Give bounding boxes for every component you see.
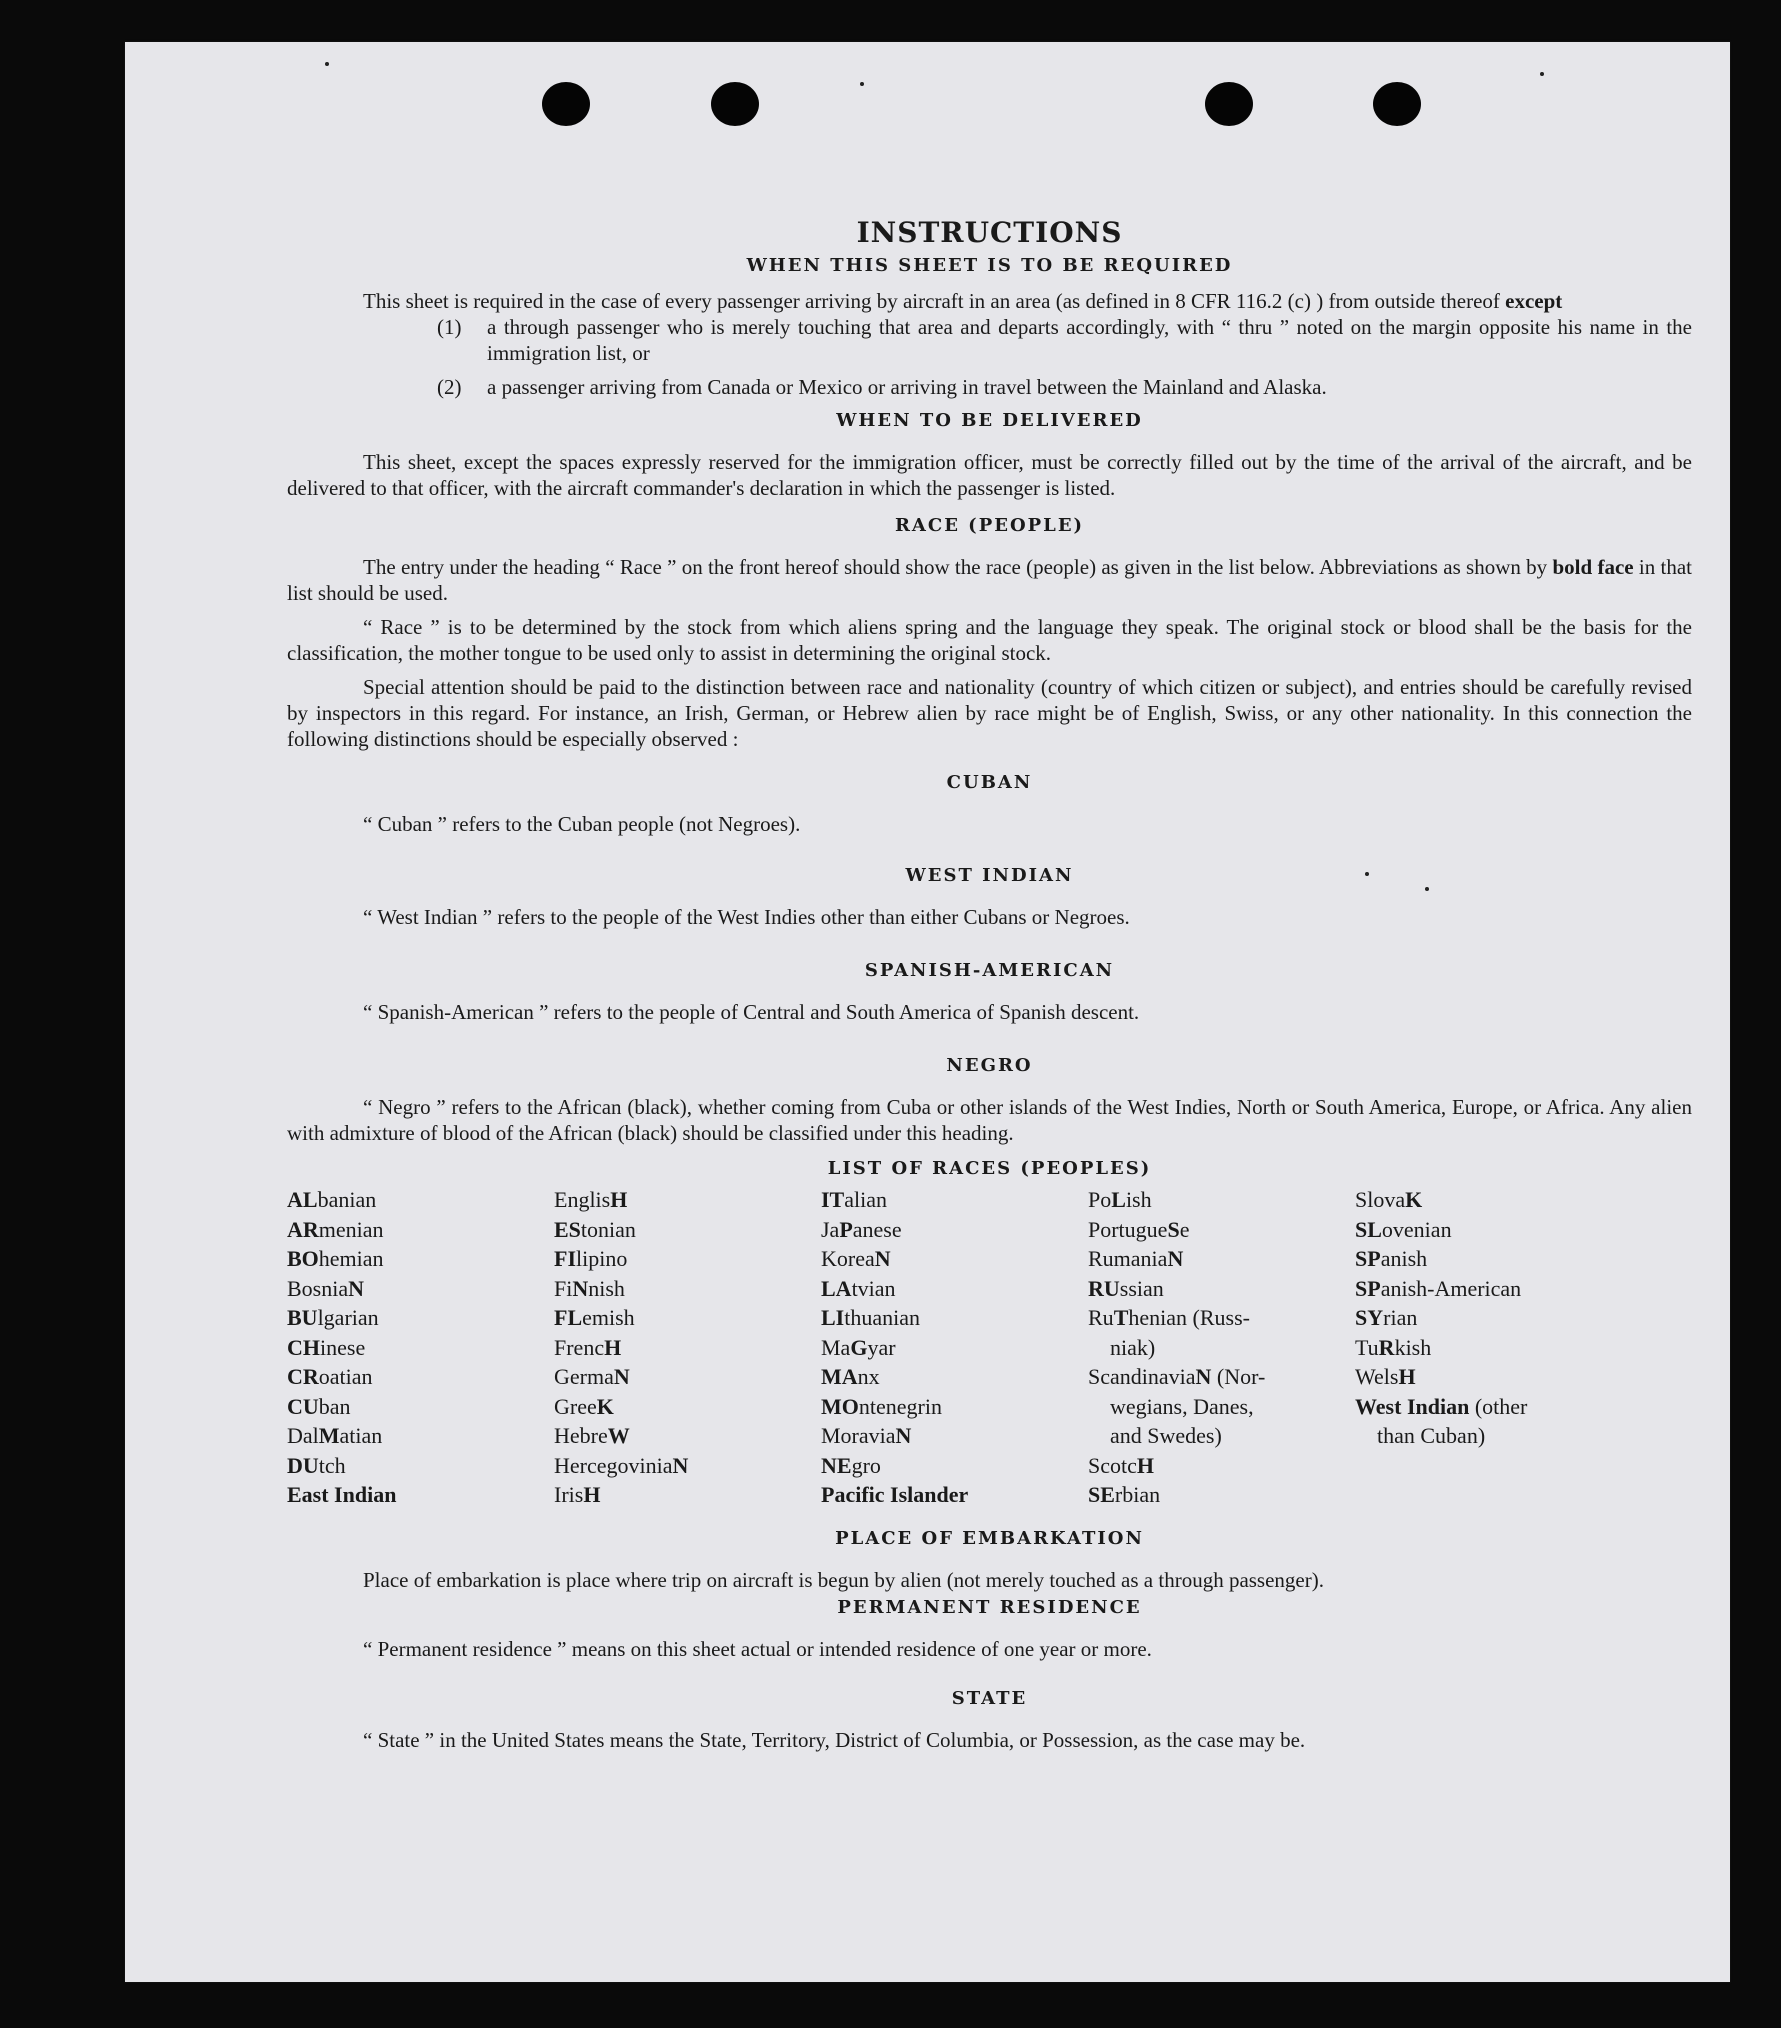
race-text: Gree (554, 1393, 597, 1419)
race-text: Scotc (1088, 1452, 1137, 1478)
race-entry (1355, 1185, 1622, 1215)
race-text: Ma (821, 1334, 851, 1360)
race-abbrev: N (672, 1452, 689, 1478)
paragraph: “ Spanish-American ” refers to the people of Central and South America of Spanish descent. (363, 1000, 1140, 1024)
race-entry-continued: wegians, Danes, (1110, 1393, 1254, 1419)
bold-text: except (1505, 289, 1563, 313)
race-abbrev: NE (821, 1452, 852, 1478)
race-text: Englis (554, 1187, 611, 1212)
race-text: e (1179, 1216, 1190, 1242)
race-entry (821, 1451, 1088, 1481)
section-heading: PLACE OF EMBARKATION (835, 1527, 1144, 1549)
section-heading: WEST INDIAN (905, 865, 1074, 886)
race-abbrev: P (839, 1216, 853, 1242)
race-abbrev: MA (821, 1364, 858, 1389)
race-text: atian (339, 1423, 383, 1448)
race-entry (1355, 1303, 1622, 1333)
race-abbrev: BO (287, 1246, 319, 1271)
race-entry (1088, 1480, 1355, 1510)
paragraph (287, 288, 1692, 314)
race-abbrev: G (850, 1334, 868, 1360)
race-entry (1355, 1333, 1622, 1363)
race-text: banian (317, 1187, 377, 1212)
race-entry (821, 1333, 1088, 1363)
race-abbrev: IT (821, 1187, 845, 1212)
punch-hole (1373, 82, 1421, 126)
race-abbrev: West Indian (1355, 1393, 1470, 1419)
race-text: Germa (554, 1364, 614, 1389)
race-text: thuanian (844, 1305, 921, 1330)
race-text: tonian (580, 1216, 636, 1242)
speck (1540, 72, 1544, 76)
list-item (437, 374, 1692, 400)
race-text: anish-American (1380, 1275, 1522, 1301)
item-text: a through passenger who is merely touching that area and departs accordingly, with “ thru ” noted on the margin opposite his name in the immigration list, or (487, 315, 1692, 365)
race-abbrev: East Indian (287, 1482, 397, 1507)
race-text: kish (1394, 1334, 1432, 1360)
race-entry (1355, 1392, 1622, 1422)
race-abbrev: MO (821, 1393, 859, 1419)
race-entry (287, 1215, 554, 1245)
race-abbrev: K (596, 1393, 614, 1419)
race-text: rbian (1114, 1482, 1161, 1507)
race-abbrev: AR (287, 1216, 319, 1242)
race-abbrev: M (318, 1423, 340, 1448)
race-text: Ru (1088, 1305, 1114, 1330)
race-entry (287, 1480, 554, 1510)
section-heading: STATE (951, 1687, 1028, 1709)
race-abbrev: LA (821, 1275, 852, 1301)
race-abbrev: N (1167, 1246, 1184, 1271)
race-text: Dal (287, 1423, 319, 1448)
race-entry (554, 1392, 821, 1422)
race-text: anese (852, 1216, 902, 1242)
race-column (821, 1185, 1088, 1510)
list-item (437, 314, 1692, 366)
race-entry (1088, 1215, 1355, 1245)
paragraph: “ Permanent residence ” means on this sheet actual or intended residence of one year or more. (363, 1636, 1152, 1661)
race-abbrev: K (1405, 1187, 1423, 1212)
item-number: (2) (437, 375, 462, 399)
race-abbrev: LI (821, 1305, 845, 1330)
race-column (1088, 1185, 1355, 1510)
race-abbrev: H (610, 1187, 628, 1212)
race-abbrev: R (1378, 1334, 1395, 1360)
race-entry-continued: and Swedes) (1110, 1423, 1222, 1448)
section-heading: WHEN THIS SHEET IS TO BE REQUIRED (746, 255, 1233, 276)
race-entry-continued: than Cuban) (1377, 1423, 1486, 1448)
instructions-content (287, 172, 1692, 1753)
race-abbrev: CR (287, 1364, 319, 1389)
speck (860, 82, 864, 86)
race-list (287, 1185, 1692, 1510)
race-entry (1088, 1274, 1355, 1304)
section-heading: SPANISH-AMERICAN (864, 960, 1115, 981)
race-entry (287, 1274, 554, 1304)
race-text: Bosnia (287, 1275, 349, 1301)
race-abbrev: L (1111, 1187, 1126, 1212)
race-text: Wels (1355, 1364, 1399, 1389)
race-entry (821, 1274, 1088, 1304)
race-text: ban (318, 1393, 351, 1419)
item-number: (1) (437, 315, 462, 339)
race-text: tvian (851, 1275, 896, 1301)
race-abbrev: AL (287, 1187, 318, 1212)
race-text: Tu (1355, 1334, 1379, 1360)
race-entry (554, 1185, 821, 1215)
race-text: Slova (1355, 1187, 1406, 1212)
race-text: ovenian (1381, 1216, 1452, 1242)
race-text: Frenc (554, 1334, 605, 1360)
race-entry (1355, 1274, 1622, 1304)
race-text: Hebre (554, 1423, 608, 1448)
race-abbrev: RU (1088, 1275, 1120, 1301)
race-abbrev: T (1113, 1305, 1129, 1330)
race-abbrev: N (895, 1423, 912, 1448)
race-entry (287, 1303, 554, 1333)
section-heading: WHEN TO BE DELIVERED (836, 410, 1143, 431)
race-text: lgarian (317, 1305, 379, 1330)
race-entry (554, 1215, 821, 1245)
race-text: hemian (318, 1246, 384, 1271)
bold-text: bold face (1552, 555, 1634, 579)
section-heading: LIST OF RACES (PEOPLES) (827, 1158, 1152, 1179)
race-abbrev: FL (554, 1305, 583, 1330)
race-entry (1088, 1185, 1355, 1215)
paragraph-text: The entry under the heading “ Race ” on the front hereof should show the race (people) as given in the list below. Abbreviations as shown by (363, 555, 1548, 579)
race-column (1355, 1185, 1622, 1510)
paragraph-text: This sheet is required in the case of every passenger arriving by aircraft in an area (as defined in 8 CFR 116.2 (c) ) from outside thereof (363, 289, 1500, 313)
race-text: (Nor- (1211, 1364, 1266, 1389)
race-abbrev: CH (287, 1334, 320, 1360)
paragraph: Special attention should be paid to the distinction between race and nationality (country of which citizen or subject), and entries should be carefully revised by inspectors in this regard. For instance, an Irish, German, or Hebrew alien by race might be of English, Swiss, or any other nationality. In this connection the following distinctions should be especially observed : (287, 675, 1692, 751)
race-text: ntenegrin (858, 1393, 942, 1419)
race-abbrev: ES (554, 1216, 581, 1242)
paragraph: “ State ” in the United States means the State, Territory, District of Columbia, or Possession, as the case may be. (363, 1727, 1306, 1752)
race-text: lipino (576, 1246, 628, 1271)
race-text: emish (582, 1305, 635, 1330)
speck (325, 62, 329, 66)
paragraph: “ Negro ” refers to the African (black), whether coming from Cuba or other islands of the West Indies, North or South America, Europe, or Africa. Any alien with admixture of blood of the African (black) should be classified under this heading. (287, 1095, 1692, 1145)
paragraph: “ Cuban ” refers to the Cuban people (not Negroes). (363, 812, 801, 836)
race-entry (287, 1451, 554, 1481)
race-abbrev: FI (554, 1246, 576, 1271)
race-entry-continued: niak) (1110, 1334, 1156, 1360)
paragraph-text: in that list should be used. (287, 555, 1693, 605)
section-heading: RACE (PEOPLE) (894, 515, 1085, 536)
race-text: henian (Russ- (1128, 1305, 1250, 1330)
race-text: Moravia (821, 1423, 896, 1448)
race-entry (287, 1244, 554, 1274)
race-abbrev: DU (287, 1452, 319, 1478)
race-abbrev: BU (287, 1305, 318, 1330)
race-entry (554, 1303, 821, 1333)
paragraph: This sheet, except the spaces expressly reserved for the immigration officer, must be correctly filled out by the time of the arrival of the aircraft, and be delivered to that officer, with the aircraft commander's declaration in which the passenger is listed. (287, 450, 1692, 500)
race-entry (821, 1303, 1088, 1333)
punch-hole (1205, 82, 1253, 126)
section-heading: NEGRO (946, 1055, 1033, 1076)
race-entry (1088, 1362, 1355, 1392)
race-text: Korea (821, 1246, 875, 1271)
race-text: menian (318, 1216, 384, 1242)
paragraph (287, 554, 1692, 606)
race-text: ish (1125, 1187, 1152, 1212)
race-abbrev: N (613, 1364, 630, 1389)
paragraph: “ Race ” is to be determined by the stock from which aliens spring and the language they speak. The original stock or blood shall be the basis for the classification, the mother tongue to be used only to assist in determining the original stock. (287, 615, 1692, 665)
race-text: yar (867, 1334, 896, 1360)
race-entry (821, 1480, 1088, 1510)
race-abbrev: N (348, 1275, 365, 1301)
race-entry (1088, 1451, 1355, 1481)
race-entry (554, 1362, 821, 1392)
race-text: Ja (821, 1216, 840, 1242)
race-abbrev: H (1398, 1364, 1416, 1389)
race-abbrev: H (583, 1482, 601, 1507)
race-text: Fi (554, 1275, 573, 1301)
race-abbrev: H (604, 1334, 622, 1360)
race-entry (554, 1244, 821, 1274)
race-entry (1355, 1215, 1622, 1245)
race-text: ssian (1119, 1275, 1164, 1301)
race-text: Po (1088, 1187, 1112, 1212)
race-entry (1088, 1303, 1355, 1333)
race-abbrev: CU (287, 1393, 319, 1419)
race-entry (554, 1451, 821, 1481)
race-abbrev: SL (1355, 1216, 1382, 1242)
race-abbrev: N (572, 1275, 589, 1301)
race-entry (554, 1480, 821, 1510)
race-entry (821, 1362, 1088, 1392)
race-abbrev: SP (1355, 1275, 1381, 1301)
race-entry (821, 1215, 1088, 1245)
race-text: alian (844, 1187, 888, 1212)
race-abbrev: N (874, 1246, 891, 1271)
race-text: Iris (554, 1482, 584, 1507)
race-text: oatian (318, 1364, 373, 1389)
race-text: Scandinavia (1088, 1364, 1196, 1389)
race-text: Rumania (1088, 1246, 1168, 1271)
race-entry (287, 1362, 554, 1392)
race-entry (1355, 1362, 1622, 1392)
race-entry (1355, 1244, 1622, 1274)
race-text: anish (1380, 1246, 1428, 1271)
punch-hole (711, 82, 759, 126)
race-entry (287, 1185, 554, 1215)
race-entry (554, 1333, 821, 1363)
race-text: Portugue (1088, 1216, 1168, 1242)
race-abbrev: SE (1088, 1482, 1115, 1507)
race-text: gro (851, 1452, 881, 1478)
race-abbrev: SY (1355, 1305, 1384, 1330)
race-entry (821, 1421, 1088, 1451)
paragraph: Place of embarkation is place where trip on aircraft is begun by alien (not merely touched as a through passenger). (363, 1567, 1324, 1592)
paragraph: “ West Indian ” refers to the people of the West Indies other than either Cubans or Negroes. (363, 905, 1130, 929)
race-entry (821, 1185, 1088, 1215)
race-entry (821, 1244, 1088, 1274)
race-entry (821, 1392, 1088, 1422)
race-entry (287, 1421, 554, 1451)
race-text: inese (320, 1334, 366, 1360)
punch-hole (542, 82, 590, 126)
race-abbrev: H (1136, 1452, 1155, 1478)
race-abbrev: S (1167, 1216, 1180, 1242)
race-entry (554, 1421, 821, 1451)
race-text: nx (857, 1364, 880, 1389)
section-heading: CUBAN (946, 772, 1033, 793)
race-entry (554, 1274, 821, 1304)
race-text: tch (318, 1452, 346, 1478)
document-page (125, 42, 1730, 1982)
race-entry (287, 1333, 554, 1363)
race-column (287, 1185, 554, 1510)
race-text: nish (588, 1275, 625, 1301)
race-abbrev: SP (1355, 1246, 1381, 1271)
race-text: rian (1383, 1305, 1418, 1330)
item-text: a passenger arriving from Canada or Mexico or arriving in travel between the Mainland and Alaska. (487, 375, 1327, 399)
section-heading: PERMANENT RESIDENCE (837, 1596, 1142, 1618)
race-abbrev: W (607, 1423, 630, 1448)
race-entry (1088, 1244, 1355, 1274)
race-text: (other (1469, 1393, 1528, 1419)
race-abbrev: N (1195, 1364, 1212, 1389)
page-title: INSTRUCTIONS (856, 216, 1123, 249)
race-text: Hercegovinia (554, 1452, 673, 1478)
race-abbrev: Pacific Islander (821, 1482, 969, 1507)
race-entry (287, 1392, 554, 1422)
race-column (554, 1185, 821, 1510)
